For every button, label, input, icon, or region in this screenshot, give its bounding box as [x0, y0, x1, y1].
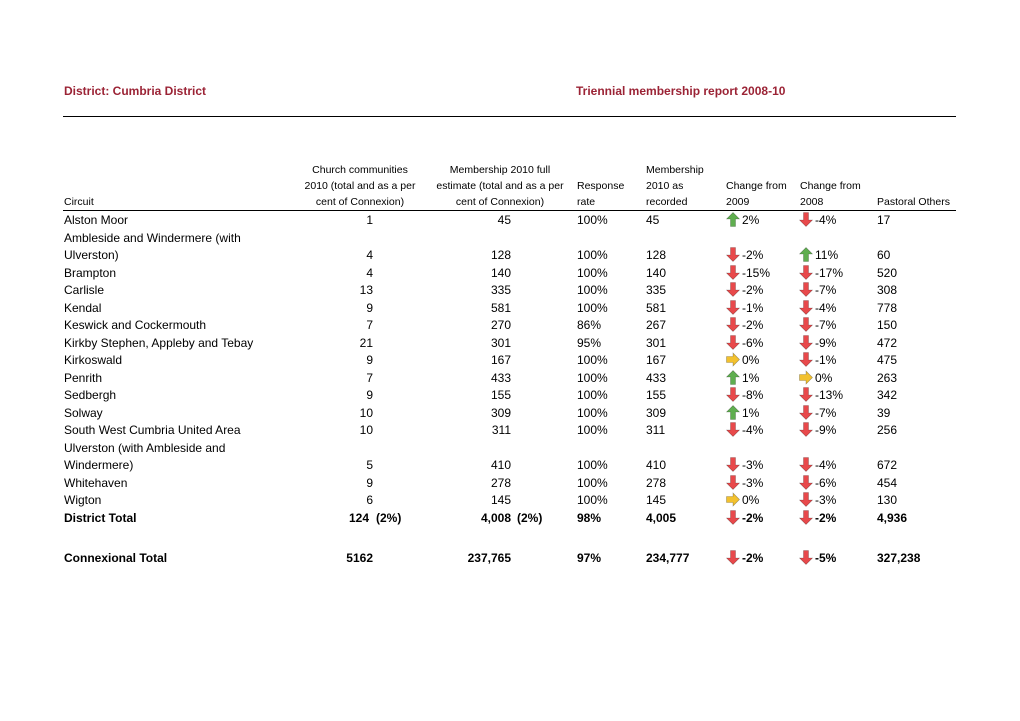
district-total-label: District Total: [64, 510, 137, 525]
pastoral-cell: 17: [877, 213, 891, 227]
churches-cell: 1: [366, 213, 373, 227]
recorded-cell: 311: [646, 423, 666, 437]
recorded-cell: 45: [646, 213, 660, 227]
change-2008-cell: -4%: [815, 213, 837, 227]
churches-cell: 21: [359, 335, 373, 350]
membership-cell: 335: [490, 283, 511, 297]
churches-cell: 5162: [346, 551, 373, 565]
response-cell: 100%: [577, 300, 608, 315]
change-2009-cell: -3%: [742, 458, 764, 472]
trend-down-icon: [726, 550, 740, 565]
membership-cell: 270: [490, 318, 511, 332]
trend-down-icon: [799, 405, 813, 420]
trend-up-icon: [799, 247, 813, 262]
column-header-change-2009-line1: Change from: [726, 180, 787, 192]
circuit-name-cell: Sedbergh: [64, 388, 117, 402]
membership-cell: 278: [490, 475, 511, 490]
change-2009-cell: -2%: [742, 318, 764, 332]
table-row: [0, 211, 1020, 229]
change-2008-cell: -1%: [815, 353, 837, 367]
pastoral-cell: 342: [877, 388, 898, 402]
recorded-cell: 278: [646, 475, 667, 490]
change-2008-cell: -3%: [815, 493, 837, 507]
trend-down-icon: [799, 212, 813, 227]
membership-cell: 410: [490, 458, 511, 472]
churches-cell: 124: [348, 510, 369, 525]
trend-down-icon: [726, 510, 740, 525]
membership-cell: 145: [490, 493, 511, 507]
churches-cell: 6: [366, 493, 373, 507]
response-cell: 86%: [577, 318, 602, 332]
table-row-continued: [0, 246, 1020, 264]
table-row: [0, 421, 1020, 439]
response-cell: 100%: [577, 353, 608, 367]
churches-cell: 5: [366, 458, 373, 472]
table-row-continued: [0, 456, 1020, 474]
membership-cell: 311: [491, 423, 511, 437]
response-cell: 100%: [577, 493, 608, 507]
circuit-name-cell: Alston Moor: [64, 213, 129, 227]
table-row: [0, 474, 1020, 492]
column-header-change-2009: [726, 178, 787, 210]
recorded-cell: 167: [646, 353, 667, 367]
circuit-name-cell: Brampton: [64, 265, 117, 280]
membership-cell: 45: [497, 213, 511, 227]
response-cell: 100%: [577, 388, 608, 402]
change-2008-cell: -4%: [815, 458, 837, 472]
response-cell: 100%: [577, 423, 608, 437]
change-2009-cell: -2%: [742, 551, 764, 565]
recorded-cell: 267: [646, 318, 667, 332]
recorded-cell: 145: [646, 493, 667, 507]
change-2008-cell: -5%: [815, 551, 837, 565]
membership-cell: 301: [490, 335, 511, 350]
pastoral-cell: 454: [877, 475, 898, 490]
table-row: [0, 386, 1020, 404]
change-2009-cell: -1%: [742, 300, 764, 315]
pastoral-cell: 130: [877, 493, 898, 507]
trend-down-icon: [726, 247, 740, 262]
membership-cell: 581: [490, 300, 511, 315]
circuit-name-cell: Wigton: [64, 493, 102, 507]
trend-down-icon: [799, 352, 813, 367]
change-2009-cell: -6%: [742, 335, 764, 350]
pastoral-cell: 327,238: [877, 551, 921, 565]
pastoral-cell: 475: [877, 353, 898, 367]
recorded-cell: 4,005: [646, 510, 677, 525]
column-header-churches-line2: 2010 (total and as a per: [304, 180, 416, 192]
trend-down-icon: [799, 475, 813, 490]
membership-cell: 140: [490, 265, 511, 280]
recorded-cell: 234,777: [646, 551, 690, 565]
churches-cell: 9: [366, 388, 373, 402]
recorded-cell: 301: [646, 335, 667, 350]
change-2009-cell: -3%: [742, 475, 764, 490]
column-header-churches-line1: Church communities: [312, 164, 408, 176]
change-2008-cell: -4%: [815, 300, 837, 315]
recorded-cell: 155: [646, 388, 667, 402]
membership-cell: 155: [490, 388, 511, 402]
pastoral-cell: 263: [877, 370, 898, 385]
response-cell: 100%: [577, 213, 608, 227]
churches-cell: 13: [359, 283, 373, 297]
pastoral-cell: 39: [877, 405, 891, 420]
trend-down-icon: [799, 335, 813, 350]
change-2008-cell: -17%: [815, 265, 844, 280]
pastoral-cell: 60: [877, 248, 891, 262]
response-cell: 95%: [577, 335, 602, 350]
table-row: [0, 439, 1020, 457]
change-2009-cell: -4%: [742, 423, 764, 437]
change-2008-cell: -9%: [815, 335, 837, 350]
trend-down-icon: [726, 317, 740, 332]
pastoral-cell: 308: [877, 283, 898, 297]
trend-down-icon: [799, 265, 813, 280]
response-cell: 100%: [577, 370, 608, 385]
change-2008-cell: -7%: [815, 283, 837, 297]
trend-down-icon: [726, 335, 740, 350]
circuit-name-cell: South West Cumbria United Area: [64, 423, 241, 437]
column-header-recorded-line1: Membership: [646, 164, 704, 176]
circuit-name-cell: Penrith: [64, 370, 103, 385]
column-header-membership: [428, 162, 572, 210]
change-2008-cell: 11%: [815, 248, 839, 262]
table-row: [0, 264, 1020, 282]
table-row: [0, 316, 1020, 334]
pastoral-cell: 256: [877, 423, 898, 437]
response-cell: 100%: [577, 265, 608, 280]
change-2009-cell: -15%: [742, 265, 771, 280]
membership-cell: 167: [490, 353, 511, 367]
column-header-membership-line1: Membership 2010 full: [449, 164, 551, 176]
table-row: [0, 281, 1020, 299]
column-header-churches: [295, 162, 425, 210]
membership-cell: 433: [490, 370, 511, 385]
trend-down-icon: [799, 510, 813, 525]
trend-flat-icon: [726, 492, 740, 507]
change-2009-cell: -2%: [742, 283, 764, 297]
response-cell: 100%: [577, 405, 608, 420]
trend-up-icon: [726, 370, 740, 385]
recorded-cell: 433: [646, 370, 667, 385]
recorded-cell: 335: [646, 283, 667, 297]
column-header-membership-line2: estimate (total and as a per: [436, 180, 564, 192]
trend-down-icon: [726, 475, 740, 490]
recorded-cell: 581: [646, 300, 667, 315]
column-header-recorded-line2: 2010 as: [646, 180, 684, 192]
circuit-name-continued-cell: Windermere): [64, 458, 134, 472]
pastoral-cell: 150: [877, 318, 898, 332]
pastoral-cell: 472: [877, 335, 898, 350]
trend-down-icon: [799, 300, 813, 315]
trend-up-icon: [726, 405, 740, 420]
column-header-circuit: Circuit: [64, 196, 94, 208]
column-header-recorded: [646, 162, 704, 210]
circuit-name-cell: Ulverston (with Ambleside and: [64, 440, 226, 455]
response-cell: 100%: [577, 283, 608, 297]
circuit-name-continued-cell: Ulverston): [64, 248, 119, 262]
pastoral-cell: 520: [877, 265, 898, 280]
trend-down-icon: [726, 457, 740, 472]
trend-down-icon: [799, 550, 813, 565]
trend-down-icon: [726, 387, 740, 402]
column-header-change-2008-line1: Change from: [800, 180, 861, 192]
recorded-cell: 128: [646, 248, 667, 262]
change-2009-cell: -8%: [742, 388, 764, 402]
trend-down-icon: [799, 422, 813, 437]
change-2009-cell: 1%: [742, 405, 760, 420]
column-header-membership-line3: cent of Connexion): [455, 196, 545, 208]
circuit-name-cell: Whitehaven: [64, 475, 128, 490]
column-header-recorded-line3: recorded: [646, 196, 688, 208]
district-total-row: [0, 509, 1020, 527]
trend-down-icon: [799, 457, 813, 472]
trend-flat-icon: [726, 352, 740, 367]
membership-cell: 237,765: [467, 551, 511, 565]
membership-percent-cell: (2%): [517, 510, 543, 525]
column-header-change-2008-line2: 2008: [800, 196, 824, 208]
pastoral-cell: 778: [877, 300, 898, 315]
circuit-name-cell: Ambleside and Windermere (with: [64, 230, 241, 245]
change-2009-cell: 0%: [742, 493, 760, 507]
churches-cell: 4: [366, 248, 373, 262]
recorded-cell: 309: [646, 405, 667, 420]
trend-down-icon: [799, 387, 813, 402]
table-row: [0, 299, 1020, 317]
circuit-name-cell: Kirkby Stephen, Appleby and Tebay: [64, 335, 254, 350]
connexional-total-row: [0, 549, 1020, 567]
churches-cell: 7: [366, 318, 373, 332]
churches-cell: 9: [366, 353, 373, 367]
trend-down-icon: [799, 492, 813, 507]
churches-cell: 7: [366, 370, 373, 385]
header-rule: [63, 116, 956, 117]
table-row: [0, 369, 1020, 387]
trend-down-icon: [799, 282, 813, 297]
response-cell: 100%: [577, 458, 608, 472]
membership-cell: 4,008: [480, 510, 511, 525]
change-2009-cell: 0%: [742, 353, 760, 367]
recorded-cell: 410: [646, 458, 667, 472]
column-header-response-line2: rate: [577, 196, 596, 208]
circuit-name-cell: Kirkoswald: [64, 353, 123, 367]
pastoral-cell: 672: [877, 458, 898, 472]
trend-down-icon: [726, 300, 740, 315]
trend-down-icon: [799, 317, 813, 332]
change-2008-cell: -13%: [815, 388, 844, 402]
change-2009-cell: 2%: [742, 213, 760, 227]
column-header-churches-line3: cent of Connexion): [315, 196, 405, 208]
membership-cell: 128: [490, 248, 511, 262]
table-row: [0, 229, 1020, 247]
change-2009-cell: -2%: [742, 510, 764, 525]
response-cell: 100%: [577, 248, 608, 262]
column-header-pastoral: Pastoral Others: [877, 196, 950, 208]
table-row: [0, 351, 1020, 369]
response-cell: 97%: [577, 551, 602, 565]
pastoral-cell: 4,936: [877, 510, 908, 525]
trend-flat-icon: [799, 370, 813, 385]
response-cell: 100%: [577, 475, 608, 490]
membership-cell: 309: [490, 405, 511, 420]
report-title: Triennial membership report 2008-10: [576, 84, 786, 98]
circuit-name-cell: Kendal: [64, 300, 102, 315]
table-row: [0, 491, 1020, 509]
trend-down-icon: [726, 422, 740, 437]
change-2008-cell: 0%: [815, 370, 833, 385]
trend-down-icon: [726, 265, 740, 280]
churches-cell: 9: [366, 300, 373, 315]
column-header-change-2008: [800, 178, 861, 210]
circuit-name-cell: Keswick and Cockermouth: [64, 318, 207, 332]
change-2008-cell: -7%: [815, 405, 837, 420]
circuit-name-cell: Carlisle: [64, 283, 105, 297]
churches-cell: 10: [359, 405, 373, 420]
column-header-response-line1: Response: [577, 180, 625, 192]
churches-cell: 9: [366, 475, 373, 490]
column-header-change-2009-line2: 2009: [726, 196, 750, 208]
district-title: District: Cumbria District: [64, 84, 207, 98]
change-2008-cell: -6%: [815, 475, 837, 490]
response-cell: 98%: [577, 510, 602, 525]
trend-down-icon: [726, 282, 740, 297]
change-2009-cell: -2%: [742, 248, 764, 262]
circuit-name-cell: Solway: [64, 405, 103, 420]
table-row: [0, 404, 1020, 422]
change-2009-cell: 1%: [742, 370, 760, 385]
column-header-response: [577, 178, 624, 210]
change-2008-cell: -2%: [815, 510, 837, 525]
churches-percent-cell: (2%): [376, 510, 402, 525]
table-row: [0, 334, 1020, 352]
recorded-cell: 140: [646, 265, 667, 280]
change-2008-cell: -7%: [815, 318, 837, 332]
churches-cell: 10: [359, 423, 373, 437]
connexional-total-label: Connexional Total: [64, 551, 168, 565]
change-2008-cell: -9%: [815, 423, 837, 437]
churches-cell: 4: [366, 265, 373, 280]
trend-up-icon: [726, 212, 740, 227]
